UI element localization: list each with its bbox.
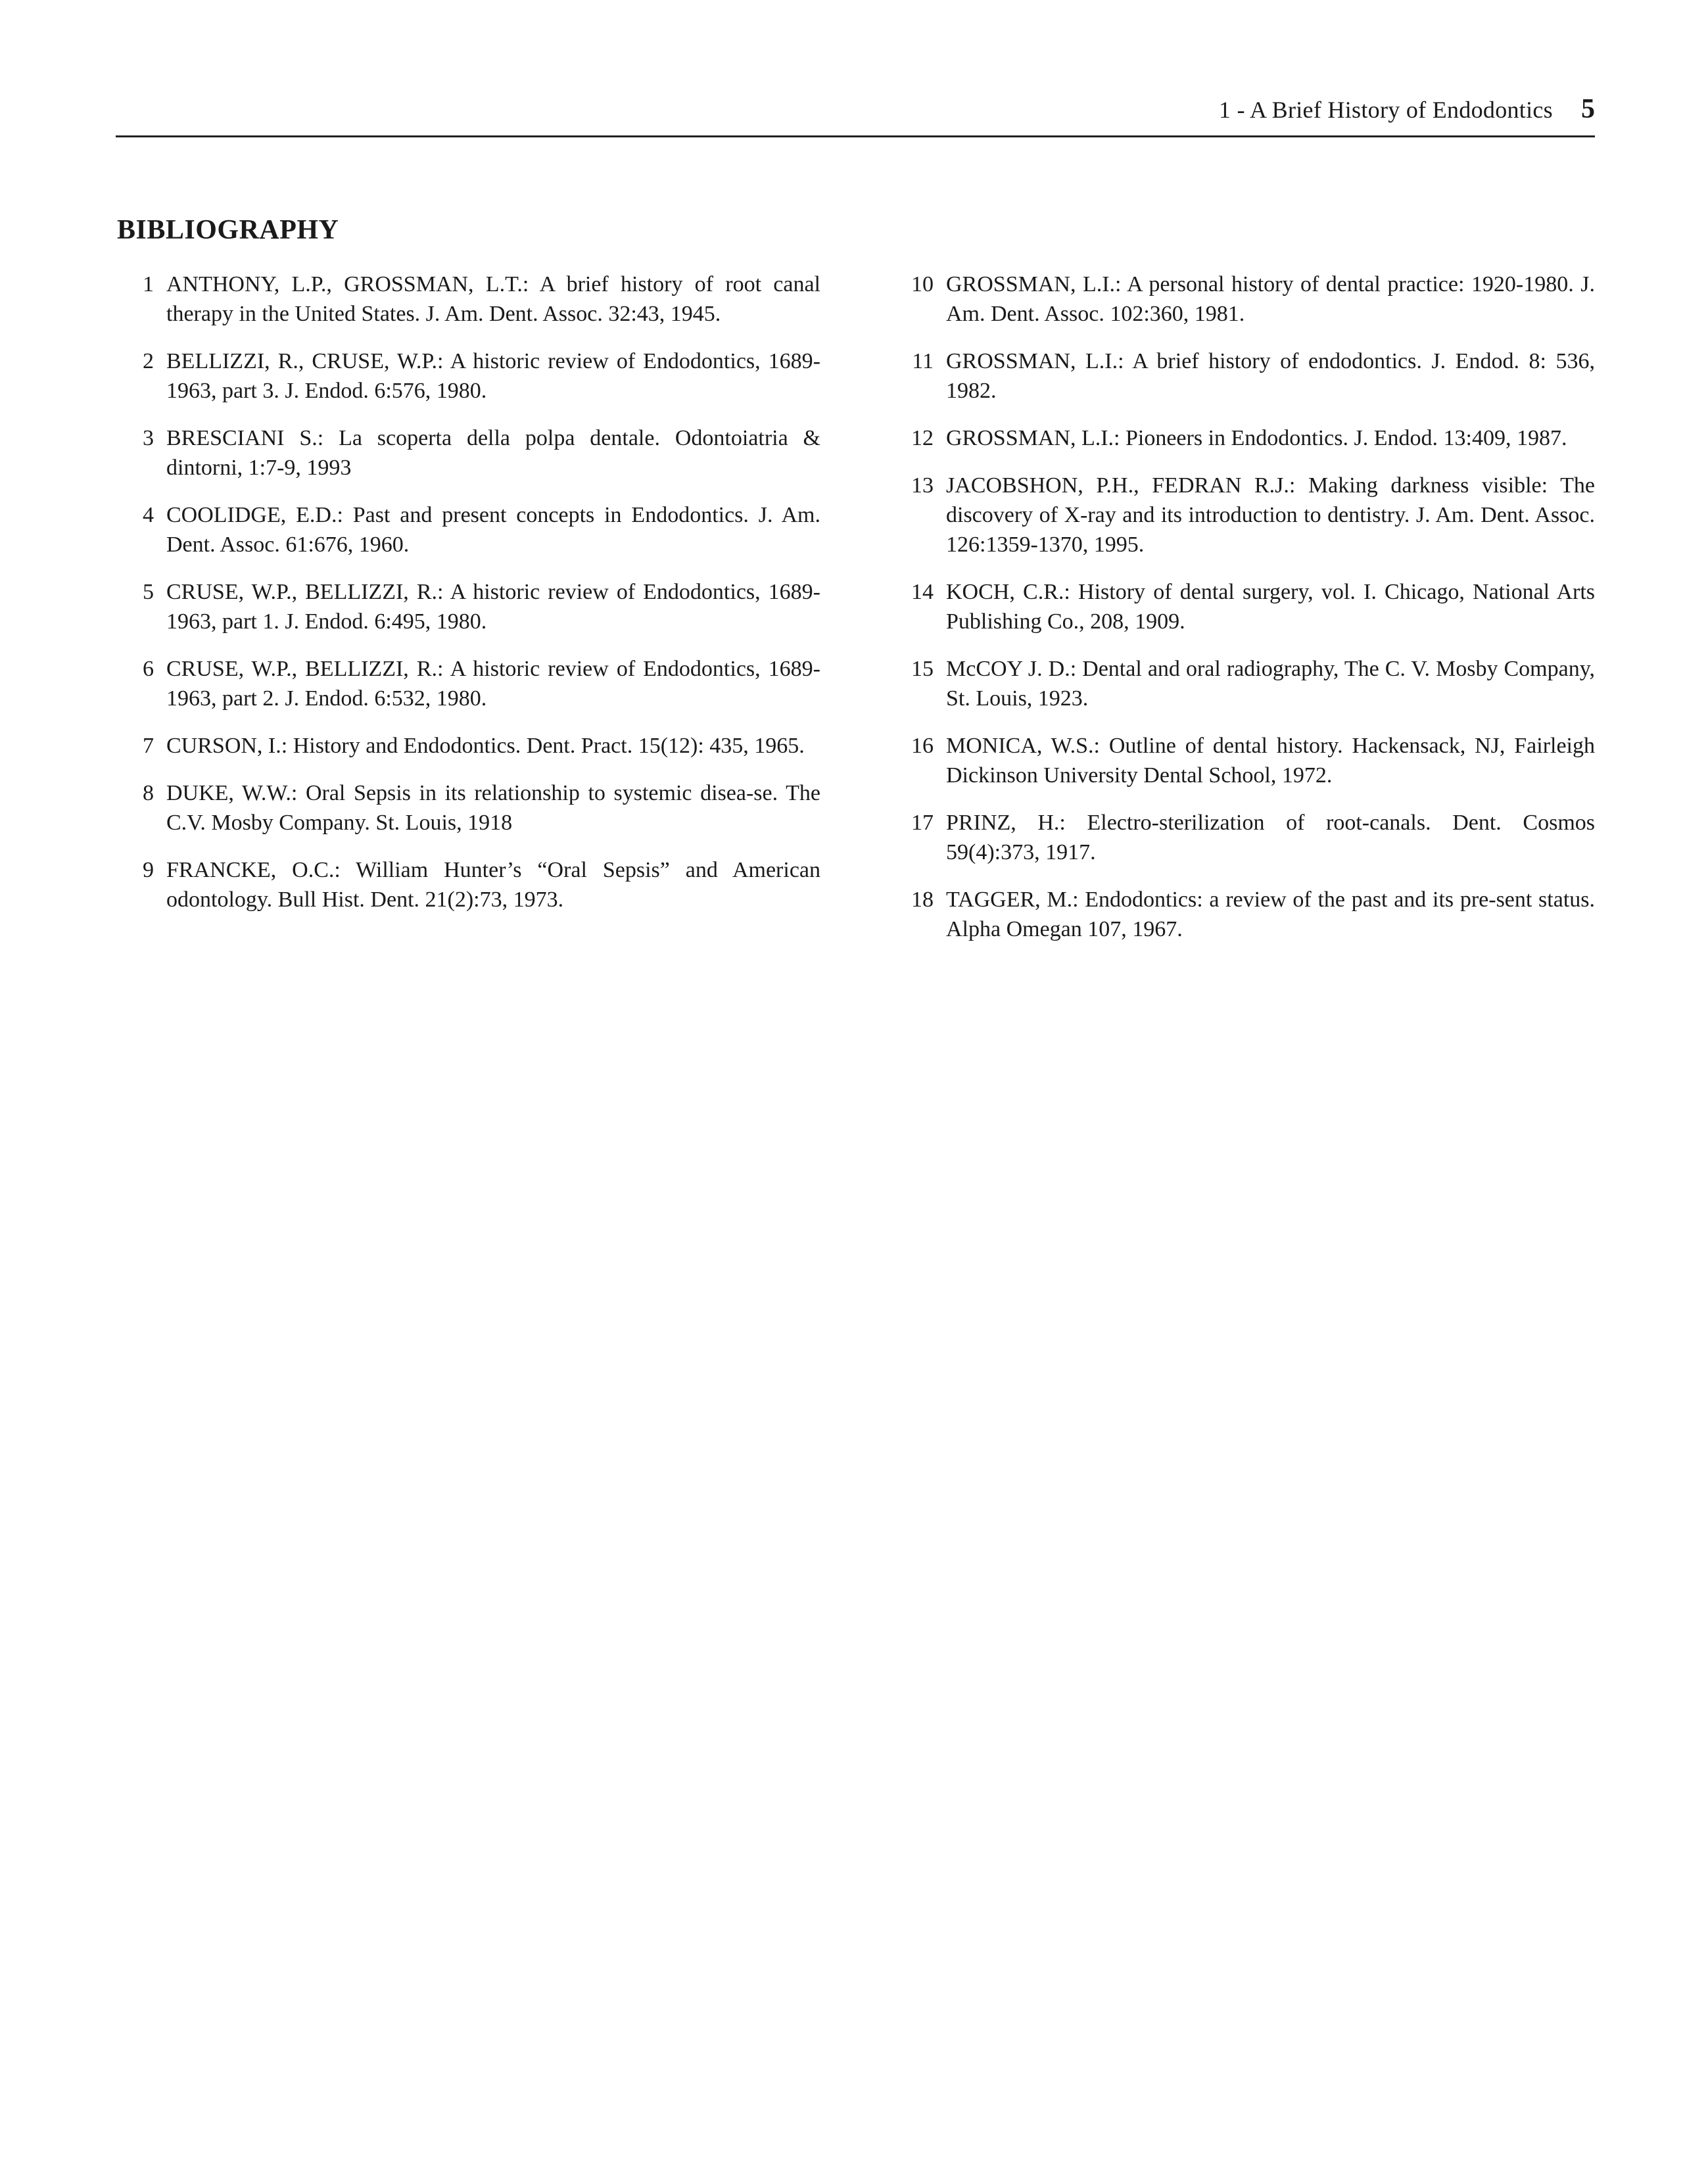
reference-text: CRUSE, W.P., BELLIZZI, R.: A historic review of Endodontics, 1689-1963, part 2. J. Endod. 6:532, 1980. (166, 657, 820, 711)
reference-number: 12 (911, 426, 934, 450)
reference-number: 14 (911, 580, 934, 604)
reference-item (895, 270, 1595, 329)
reference-item (116, 654, 820, 713)
reference-number: 6 (143, 657, 154, 681)
reference-item (895, 423, 1595, 453)
reference-text: JACOBSHON, P.H., FEDRAN R.J.: Making darkness visible: The discovery of X-ray and its introduction to dentistry. J. Am. Dent. Assoc. 126:1359-1370, 1995. (946, 473, 1595, 557)
reference-text: KOCH, C.R.: History of dental surgery, vol. I. Chicago, National Arts Publishing Co., 208, 1909. (946, 580, 1595, 634)
reference-number: 15 (911, 657, 934, 681)
reference-text: McCOY J. D.: Dental and oral radiography, The C. V. Mosby Company, St. Louis, 1923. (946, 657, 1595, 711)
reference-text: BRESCIANI S.: La scoperta della polpa dentale. Odontoiatria & dintorni, 1:7-9, 1993 (166, 426, 820, 480)
reference-item (895, 731, 1595, 790)
reference-item (116, 778, 820, 838)
reference-text: COOLIDGE, E.D.: Past and present concepts in Endodontics. J. Am. Dent. Assoc. 61:676, 1960. (166, 503, 820, 557)
reference-text: GROSSMAN, L.I.: A brief history of endodontics. J. Endod. 8: 536, 1982. (946, 349, 1595, 403)
reference-item (895, 885, 1595, 944)
reference-number: 11 (912, 349, 934, 373)
reference-number: 7 (143, 734, 154, 758)
reference-list-right (895, 270, 1595, 962)
reference-number: 2 (143, 349, 154, 373)
reference-number: 9 (143, 858, 154, 882)
reference-number: 3 (143, 426, 154, 450)
reference-item (116, 423, 820, 483)
reference-text: GROSSMAN, L.I.: A personal history of dental practice: 1920-1980. J. Am. Dent. Assoc. 102:360, 1981. (946, 272, 1595, 326)
reference-text: ANTHONY, L.P., GROSSMAN, L.T.: A brief history of root canal therapy in the United States. J. Am. Dent. Assoc. 32:43, 1945. (166, 272, 820, 326)
reference-number: 1 (143, 272, 154, 296)
reference-number: 10 (911, 272, 934, 296)
reference-number: 13 (911, 473, 934, 498)
reference-text: TAGGER, M.: Endodontics: a review of the past and its pre-sent status. Alpha Omegan 107, 1967. (946, 887, 1595, 941)
reference-text: GROSSMAN, L.I.: Pioneers in Endodontics. J. Endod. 13:409, 1987. (946, 426, 1567, 450)
reference-item (895, 471, 1595, 559)
reference-item (116, 731, 820, 761)
section-heading: BIBLIOGRAPHY (117, 215, 339, 245)
reference-number: 5 (143, 580, 154, 604)
reference-text: FRANCKE, O.C.: William Hunter’s “Oral Sepsis” and American odontology. Bull Hist. Dent. 21(2):73, 1973. (166, 858, 820, 912)
reference-number: 18 (911, 887, 934, 912)
reference-item (895, 346, 1595, 406)
reference-item (895, 654, 1595, 713)
reference-item (116, 346, 820, 406)
running-header (116, 92, 1595, 137)
reference-number: 8 (143, 781, 154, 805)
reference-item (116, 855, 820, 914)
reference-number: 16 (911, 734, 934, 758)
running-title: 1 - A Brief History of Endodontics (1218, 97, 1553, 123)
reference-text: CRUSE, W.P., BELLIZZI, R.: A historic review of Endodontics, 1689-1963, part 1. J. Endod. 6:495, 1980. (166, 580, 820, 634)
reference-item (895, 808, 1595, 867)
reference-item (116, 270, 820, 329)
reference-text: CURSON, I.: History and Endodontics. Dent. Pract. 15(12): 435, 1965. (166, 734, 805, 758)
reference-item (895, 577, 1595, 636)
page-number: 5 (1581, 94, 1595, 124)
reference-text: DUKE, W.W.: Oral Sepsis in its relationship to systemic disea-se. The C.V. Mosby Company. St. Louis, 1918 (166, 781, 820, 835)
reference-item (116, 577, 820, 636)
reference-list-left (116, 270, 820, 932)
reference-number: 4 (143, 503, 154, 527)
reference-text: MONICA, W.S.: Outline of dental history. Hackensack, NJ, Fairleigh Dickinson University Dental School, 1972. (946, 734, 1595, 788)
reference-text: PRINZ, H.: Electro-sterilization of root-canals. Dent. Cosmos 59(4):373, 1917. (946, 811, 1595, 864)
reference-number: 17 (911, 811, 934, 835)
reference-item (116, 500, 820, 559)
reference-text: BELLIZZI, R., CRUSE, W.P.: A historic review of Endodontics, 1689-1963, part 3. J. Endod. 6:576, 1980. (166, 349, 820, 403)
